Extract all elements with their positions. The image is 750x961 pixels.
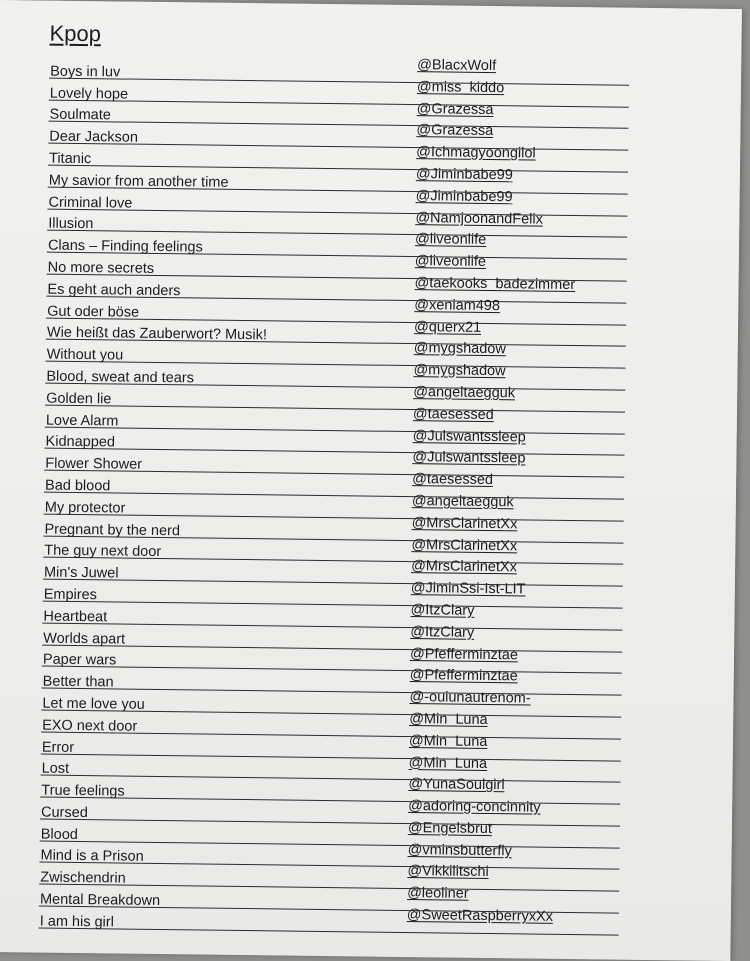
story-title: Dear Jackson xyxy=(49,128,139,146)
author-handle: @Jiminbabe99 xyxy=(415,187,513,206)
story-title: Let me love you xyxy=(42,695,145,713)
story-title: Illusion xyxy=(48,215,94,233)
author-handle: @MrsClarinetXx xyxy=(411,514,518,533)
author-handle: @Jiminbabe99 xyxy=(415,166,513,184)
author-handle: @Pfefferminztae xyxy=(409,645,519,663)
story-title: Wie heißt das Zauberwort? Musik! xyxy=(46,324,268,344)
story-title: Without you xyxy=(46,346,124,364)
author-handle: @Min_Luna xyxy=(408,732,488,750)
story-title: Criminal love xyxy=(48,194,133,212)
author-handle: @angeltaegguk xyxy=(413,384,516,402)
author-handle: @JiminSsi-Ist-LIT xyxy=(410,580,526,598)
story-title: Cursed xyxy=(40,804,88,822)
author-handle: @ItzClary xyxy=(410,601,475,619)
story-title: Zwischendrin xyxy=(40,869,126,887)
author-handle: @angeltaegguk xyxy=(411,493,514,511)
reading-list xyxy=(39,57,630,936)
author-handle: @YunaSoulgirl xyxy=(408,776,505,794)
story-title: My protector xyxy=(44,499,126,517)
list-item xyxy=(39,907,619,936)
story-title: Gut oder böse xyxy=(47,303,140,321)
story-title: Heartbeat xyxy=(43,608,108,626)
author-handle: @taekooks_badezimmer xyxy=(414,275,576,294)
author-handle: @SweetRaspberryxXx xyxy=(406,907,554,925)
story-title: Empires xyxy=(43,586,98,604)
story-title: Pregnant by the nerd xyxy=(44,521,181,539)
author-handle: @taesessed xyxy=(412,405,494,423)
author-handle: @Engelsbrut xyxy=(407,819,493,837)
story-title: EXO next door xyxy=(42,717,138,735)
story-title: Paper wars xyxy=(42,651,117,669)
story-title: Es geht auch anders xyxy=(47,281,181,299)
author-handle: @querx21 xyxy=(413,318,482,336)
story-title: Worlds apart xyxy=(43,630,126,648)
author-handle: @liveonlife xyxy=(415,231,487,249)
author-handle: @Vikkilitschi xyxy=(407,863,489,881)
author-handle: @miss_kiddo xyxy=(416,78,505,96)
author-handle: @Grazessa xyxy=(416,122,494,140)
story-title: Boys in luv xyxy=(50,63,121,81)
story-title: Bad blood xyxy=(44,477,111,495)
author-handle: @NamjoonandFelix xyxy=(415,209,544,228)
author-handle: @Ichmagyoongilol xyxy=(416,144,536,162)
author-handle: @mygshadow xyxy=(413,340,506,358)
author-handle: @adoring-concinnity xyxy=(408,798,541,816)
author-handle: @liveonlife xyxy=(414,253,487,271)
author-handle: @Julswantssleep xyxy=(412,449,526,467)
author-handle: @MrsClarinetXx xyxy=(411,558,517,576)
author-handle: @-ouiunautrenom- xyxy=(409,689,531,707)
story-title: Error xyxy=(41,739,75,756)
story-title: Mental Breakdown xyxy=(39,891,161,910)
story-title: Blood, sweat and tears xyxy=(46,368,195,387)
author-handle: @xeniam498 xyxy=(414,296,501,314)
author-handle: @Julswantssleep xyxy=(412,427,526,446)
author-handle: @mygshadow xyxy=(413,362,506,380)
author-handle: @leoliner xyxy=(407,885,469,903)
story-title: The guy next door xyxy=(44,542,162,561)
story-title: Clans – Finding feelings xyxy=(47,237,203,256)
story-title: My savior from another time xyxy=(48,172,229,191)
author-handle: @Pfefferminztae xyxy=(409,667,518,685)
story-title: Blood xyxy=(40,826,78,843)
author-handle: @ItzClary xyxy=(410,623,475,641)
author-handle: @Min_Luna xyxy=(409,710,488,728)
story-title: Lovely hope xyxy=(49,85,129,103)
story-title: Kidnapped xyxy=(45,433,116,451)
author-handle: @vminsbutterfly xyxy=(407,841,512,860)
author-handle: @MrsClarinetXx xyxy=(411,536,518,554)
story-title: Love Alarm xyxy=(45,412,119,430)
story-title: No more secrets xyxy=(47,259,155,277)
story-title: Flower Shower xyxy=(45,455,143,473)
story-title: Soulmate xyxy=(49,107,111,124)
story-title: Better than xyxy=(42,673,114,691)
author-handle: @taesessed xyxy=(412,471,494,489)
author-handle: @Min_Luna xyxy=(408,754,488,772)
author-handle: @Grazessa xyxy=(416,100,494,118)
story-title: Mind is a Prison xyxy=(40,848,144,866)
story-title: Golden lie xyxy=(46,390,112,408)
author-handle: @BlacxWolf xyxy=(417,57,497,75)
story-title: Min's Juwel xyxy=(43,564,119,582)
page-title: Kpop xyxy=(49,20,102,47)
story-title: Lost xyxy=(41,760,70,778)
story-title: I am his girl xyxy=(39,913,114,931)
story-title: Titanic xyxy=(48,150,92,168)
story-title: True feelings xyxy=(41,782,125,800)
